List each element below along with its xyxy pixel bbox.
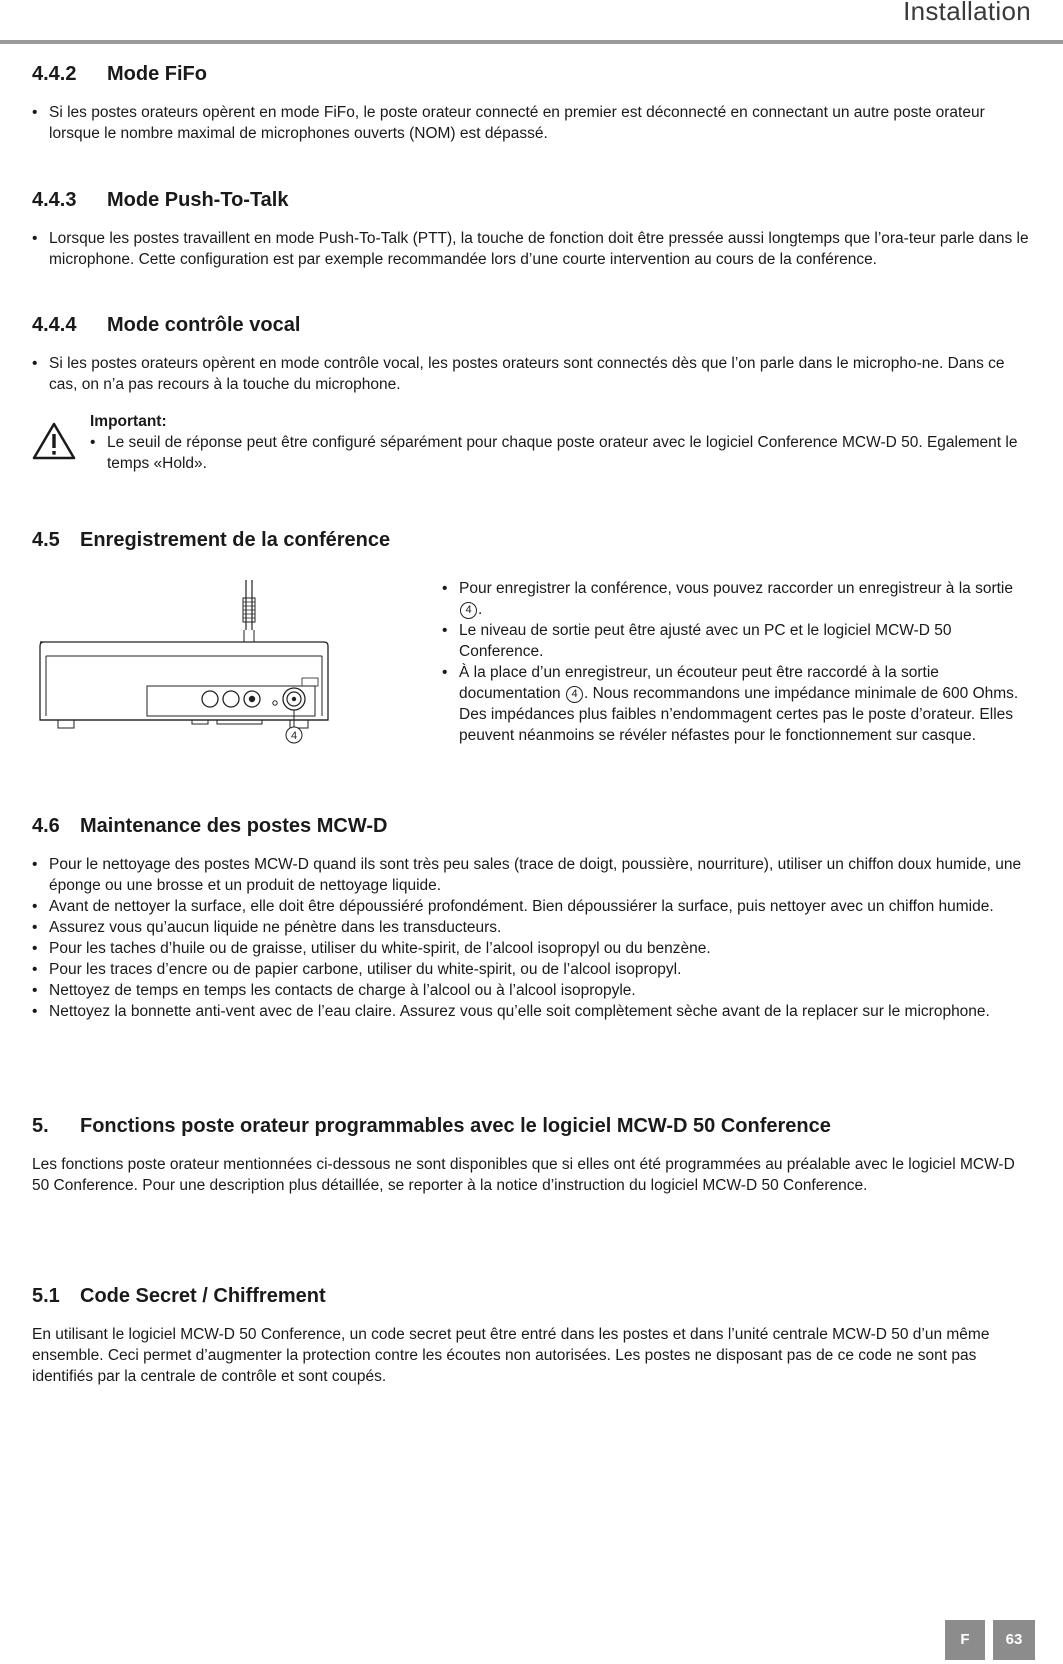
section-number: 5. xyxy=(32,1115,49,1137)
section-heading xyxy=(32,524,1030,556)
list-item: • Pour les taches d’huile ou de graisse, utiliser du white-spirit, de l’alcool isopropyl ou du benzène. xyxy=(32,938,1030,959)
bullet-list xyxy=(32,228,1030,270)
section-5 xyxy=(32,1110,1030,1196)
list-item: • Nettoyez la bonnette anti-vent avec de l’eau claire. Assurez vous qu’elle soit complètement sèche avant de la replacer sur le microphone. xyxy=(32,1001,1030,1022)
section-title: Enregistrement de la conférence xyxy=(80,529,391,551)
device-rear-illustration xyxy=(32,570,442,760)
section-4-4-4 xyxy=(32,309,1030,474)
page-number: 63 xyxy=(993,1620,1035,1660)
list-item xyxy=(442,662,1030,746)
section-title: Code Secret / Chiffrement xyxy=(80,1285,326,1307)
section-title: Fonctions poste orateur programmables avec le logiciel MCW-D 50 Conference xyxy=(80,1115,831,1137)
bullet-list xyxy=(32,353,1030,395)
reference-number: 4 xyxy=(566,686,583,703)
section-title: Maintenance des postes MCW-D xyxy=(80,815,388,837)
list-item: • Si les postes orateurs opèrent en mode FiFo, le poste orateur connecté en premier est déconnecté en connectant un autre poste orateur lorsque le nombre maximal de microphones ouverts (NOM) est dépassé. xyxy=(32,102,1030,144)
section-number: 4.6 xyxy=(32,815,60,837)
figure-row xyxy=(32,570,1030,760)
important-label: Important: xyxy=(90,413,167,430)
important-note xyxy=(32,411,1030,474)
reference-number: 4 xyxy=(460,602,477,619)
bullet-text: À la place d’un enregistreur, un écouteur peut être raccordé à la sortie documentation xyxy=(459,664,939,702)
callout-number: 4 xyxy=(290,730,298,742)
section-heading xyxy=(32,309,1030,341)
section-4-4-2 xyxy=(32,58,1030,144)
bullet-text: . Nous recommandons une impédance minimale de 600 Ohms. Des impédances plus faibles n’endommagent certes pas le poste d’orateur. Elles peuvent néanmoins se révéler néfastes pour le fonctionnement sur casque. xyxy=(459,685,1019,744)
section-number: 4.4.4 xyxy=(32,314,77,336)
header-rule xyxy=(0,40,1063,44)
section-title: Mode FiFo xyxy=(107,63,207,85)
section-number: 4.4.3 xyxy=(32,189,77,211)
section-heading xyxy=(32,184,1030,216)
header-title: Installation xyxy=(903,0,1031,26)
list-item: • Pour le nettoyage des postes MCW-D quand ils sont très peu sales (trace de doigt, poussière, nourriture), utiliser un chiffon doux humide, une éponge ou une brosse et un produit de nettoyage liquide. xyxy=(32,854,1030,896)
section-4-6 xyxy=(32,810,1030,1022)
list-item: • Le niveau de sortie peut être ajusté avec un PC et le logiciel MCW-D 50 Conference. xyxy=(442,620,1030,662)
section-title: Mode Push-To-Talk xyxy=(107,189,289,211)
list-item: • Pour les traces d’encre ou de papier carbone, utiliser du white-spirit, ou de l’alcool isopropyl. xyxy=(32,959,1030,980)
list-item xyxy=(442,578,1030,620)
section-paragraph: Les fonctions poste orateur mentionnées ci-dessous ne sont disponibles que si elles ont été programmées au préalable avec le logiciel MCW-D 50 Conference. Pour une description plus détaillée, se reporter à la notice d’instruction du logiciel MCW-D 50 Conference. xyxy=(32,1156,1015,1194)
list-item: • Assurez vous qu’aucun liquide ne pénètre dans les transducteurs. xyxy=(32,917,1030,938)
list-item: • Si les postes orateurs opèrent en mode contrôle vocal, les postes orateurs sont connectés dès que l’on parle dans le micropho-ne. Dans ce cas, on n’a pas recours à la touche du microphone. xyxy=(32,353,1030,395)
section-4-5 xyxy=(32,524,1030,760)
warning-icon xyxy=(32,421,76,461)
device-body xyxy=(40,642,328,728)
important-list xyxy=(90,432,1030,474)
section-heading xyxy=(32,1110,1030,1142)
list-item: • Nettoyez de temps en temps les contacts de charge à l’alcool ou à l’alcool isopropyle. xyxy=(32,980,1030,1001)
section-number: 4.4.2 xyxy=(32,63,77,85)
bullet-list xyxy=(442,578,1030,746)
figure-description xyxy=(442,570,1030,746)
section-4-4-3 xyxy=(32,184,1030,270)
section-paragraph: En utilisant le logiciel MCW-D 50 Conference, un code secret peut être entré dans les postes et dans l’unité centrale MCW-D 50 d’un même ensemble. Ceci permet d’augmenter la protection contre les écoutes non autorisées. Les postes ne disposant pas de ce code ne sont pas identifiés par la centrale de contrôle et sont coupés. xyxy=(32,1326,990,1385)
list-item: • Avant de nettoyer la surface, elle doit être dépoussiéré profondément. Bien dépoussiérer la surface, puis nettoyer avec un chiffon humide. xyxy=(32,896,1030,917)
microphone-stem-icon xyxy=(243,580,255,642)
list-item: • Le seuil de réponse peut être configuré séparément pour chaque poste orateur avec le logiciel Conference MCW-D 50. Egalement le temps «Hold». xyxy=(90,432,1030,474)
bullet-text: . xyxy=(478,601,483,618)
language-badge: F xyxy=(945,1620,985,1660)
section-title: Mode contrôle vocal xyxy=(107,314,301,336)
section-heading xyxy=(32,810,1030,842)
section-number: 5.1 xyxy=(32,1285,60,1307)
page-content xyxy=(32,58,1030,1387)
section-heading xyxy=(32,58,1030,90)
bullet-list xyxy=(32,854,1030,1022)
section-heading xyxy=(32,1280,1030,1312)
section-number: 4.5 xyxy=(32,529,60,551)
bullet-list xyxy=(32,102,1030,144)
bullet-text: Pour enregistrer la conférence, vous pouvez raccorder un enregistreur à la sortie xyxy=(459,580,1013,597)
section-5-1 xyxy=(32,1280,1030,1387)
list-item: • Lorsque les postes travaillent en mode Push-To-Talk (PTT), la touche de fonction doit être pressée aussi longtemps que l’ora-teur parle dans le microphone. Cette configuration est par exemple recommandée lors d’une courte intervention au cours de la conférence. xyxy=(32,228,1030,270)
